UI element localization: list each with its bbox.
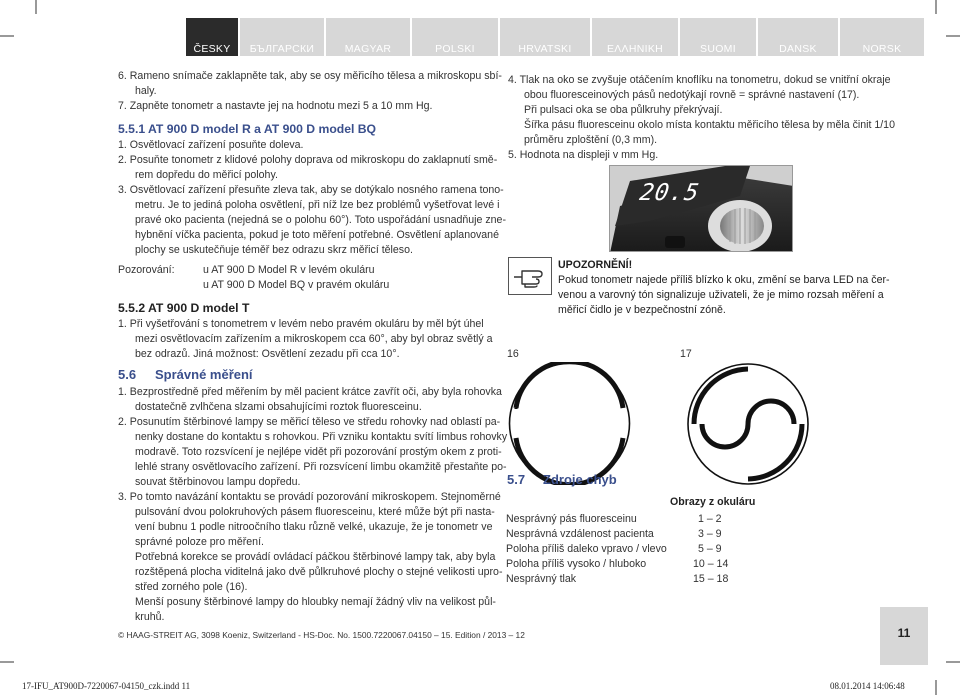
observation-label: Pozorování:: [118, 264, 175, 276]
list-item: 1. Osvětlovací zařízení posuňte doleva.: [118, 139, 304, 151]
table-row-value: 3 – 9: [698, 528, 722, 540]
pointing-hand-icon: [508, 257, 552, 295]
copyright: © HAAG-STREIT AG, 3098 Koeniz, Switzerland - HS-Doc. No. 1500.7220067.04150 – 15. Edition / 2013 – 12: [118, 630, 525, 640]
list-item-cont: Menší posuny štěrbinové lampy do hloubky nemají žádný vliv na velikost půl-: [135, 596, 496, 608]
list-item-cont: souvat štěrbinovou lampu dopředu.: [135, 476, 301, 488]
indd-filename: 17-IFU_AT900D-7220067-04150_czk.indd 11: [22, 681, 191, 691]
tab-norsk[interactable]: NORSK: [840, 18, 924, 56]
observation-bq: u AT 900 D Model BQ v pravém okuláru: [203, 279, 390, 291]
step-4: 4. Tlak na oko se zvyšuje otáčením knoflíku na tonometru, dokud se vnitřní okraje: [508, 74, 891, 86]
list-item: 1. Bezprostředně před měřením by měl pacient krátce zavřít oči, aby byla rohovka: [118, 386, 502, 398]
table-row-label: Nesprávná vzdálenost pacienta: [506, 528, 654, 540]
table-row-label: Poloha příliš daleko vpravo / vlevo: [506, 543, 667, 555]
list-item: 2. Posunutím štěrbinové lampy se měřicí těleso ve středu rohovky nad oblastí pa-: [118, 416, 501, 428]
step-4-cont: průměru zploštění (0,3 mm).: [524, 134, 658, 146]
step-6-cont: haly.: [135, 85, 157, 97]
tab-cesky[interactable]: ČESKY: [186, 18, 238, 56]
step-5: 5. Hodnota na displeji v mm Hg.: [508, 149, 659, 161]
table-row-label: Nesprávný tlak: [506, 573, 577, 585]
heading-5-6-number: 5.6: [118, 367, 137, 382]
list-item-cont: rozštěpená plocha viditelná jako dvě půlkruhové plochy o stejné velikosti upro-: [135, 566, 503, 578]
heading-5-7-number: 5.7: [507, 472, 526, 487]
table-header: Obrazy z okuláru: [670, 496, 756, 508]
heading-5-6-title: Správné měření: [155, 367, 253, 382]
warning-text: Pokud tonometr najede příliš blízko k oku, změní se barva LED na čer-: [558, 274, 890, 286]
warning-text: měřicí čidlo je v bezpečnostní zóně.: [558, 304, 726, 316]
table-row-value: 1 – 2: [698, 513, 722, 525]
list-item-cont: rem dopředu do měřicí polohy.: [135, 169, 278, 181]
list-item-cont: pulsování dvou polokruhových pásem fluoresceinu, které může být při nasta-: [135, 506, 495, 518]
list-item-cont: lehlé strany osvětlovacího zařízení. Při rozsvícení limbu okamžitě přestaňte po-: [135, 461, 507, 473]
figure-16-label: 16: [507, 348, 519, 360]
tab-dansk[interactable]: DANSK: [758, 18, 838, 56]
figure-17-label: 17: [680, 348, 692, 360]
list-item-cont: vení bubnu 1 podle nitroočního tlaku různě velké, ukazuje, že je tonometr ve: [135, 521, 493, 533]
figure-17-half-circles: [686, 362, 810, 486]
list-item-cont: bez odrazů. Jiná možnost: Osvětlení zezadu při cca 10°.: [135, 348, 400, 360]
tab-suomi[interactable]: SUOMI: [680, 18, 756, 56]
heading-5-5-2: 5.5.2 AT 900 D model T: [118, 301, 250, 315]
list-item-cont: metru. Je to jediná poloha osvětlení, při níž lze bez problémů vyšetřovat levé i: [135, 199, 500, 211]
tab-polski[interactable]: POLSKI: [412, 18, 498, 56]
step-6: 6. Rameno snímače zaklapněte tak, aby se osy měřicího tělesa a mikroskopu sbí-: [118, 70, 502, 82]
list-item: 2. Posuňte tonometr z klidové polohy doprava od mikroskopu do zaklapnutí smě-: [118, 154, 498, 166]
table-row-label: Nesprávný pás fluoresceinu: [506, 513, 637, 525]
step-4-cont: obou fluoresceinových pásů nedotýkají rovně = správné nastavení (17).: [524, 89, 860, 101]
heading-5-5-1: 5.5.1 AT 900 D model R a AT 900 D model BQ: [118, 122, 377, 136]
warning-title: UPOZORNĚNÍ!: [558, 259, 633, 271]
display-value: 20.5: [637, 180, 702, 206]
list-item-cont: plochy se uskutečňuje téměř bez odrazu skrz měřicí těleso.: [135, 244, 413, 256]
list-item-cont: dostatečně zvlhčena slzami obsahujícími roztok fluoresceinu.: [135, 401, 422, 413]
table-row-label: Poloha příliš vysoko / hluboko: [506, 558, 647, 570]
observation-r: u AT 900 D Model R v levém okuláru: [203, 264, 375, 276]
warning-icon-box: [508, 257, 552, 295]
tab-bulgarian[interactable]: БЪЛГАРСКИ: [240, 18, 324, 56]
list-item-cont: mezi osvětlovacím zařízením a mikroskopem cca 60°, aby byl obraz světlý a: [135, 333, 493, 345]
step-7: 7. Zapněte tonometr a nastavte jej na hodnotu mezi 5 a 10 mm Hg.: [118, 100, 433, 112]
list-item: 1. Při vyšetřování s tonometrem v levém nebo pravém okuláru by měl být úhel: [118, 318, 484, 330]
table-row-value: 15 – 18: [693, 573, 729, 585]
tab-hrvatski[interactable]: HRVATSKI: [500, 18, 590, 56]
step-4-cont: Šířka pásu fluoresceinu okolo místa kontaktu měřicího tělesa by měla činit 1/10: [524, 119, 895, 131]
tonometer-photo: [609, 165, 793, 252]
list-item-cont: kruhů.: [135, 611, 165, 623]
table-row-value: 10 – 14: [693, 558, 729, 570]
step-4-cont: Při pulsaci oka se oba půlkruhy překrývají.: [524, 104, 723, 116]
tab-magyar[interactable]: MAGYAR: [326, 18, 410, 56]
list-item: 3. Osvětlovací zařízení přesuňte zleva tak, aby se dotýkalo nosného ramena tono-: [118, 184, 504, 196]
list-item-cont: modravě. Toto rozsvícení je nejlépe vidět při pozorování prostým okem z proti-: [135, 446, 502, 458]
print-timestamp: 08.01.2014 14:06:48: [830, 681, 905, 691]
list-item-cont: nenky dostane do kontaktu s rohovkou. Při vzniku kontaktu svítí limbus rohovky: [135, 431, 508, 443]
list-item-cont: Potřebná korekce se provádí ovládací páčkou štěrbinové lampy tak, aby byla: [135, 551, 496, 563]
list-item: 3. Po tomto navázání kontaktu se provádí pozorování mikroskopem. Stejnoměrné: [118, 491, 501, 503]
tonometer-drawing: [610, 166, 793, 252]
list-item-cont: hybnění víčka pacienta, pokud je toto měření potřebné. Osvětlení aplanované: [135, 229, 499, 241]
tab-greek[interactable]: ΕΛΛΗΝΙΚΗ: [592, 18, 678, 56]
list-item-cont: střed zorného pole (16).: [135, 581, 248, 593]
list-item-cont: správné poloze pro měření.: [135, 536, 264, 548]
figure-16-half-circles: [508, 362, 631, 485]
heading-5-7-title: Zdroje chyb: [543, 472, 617, 487]
page-number: 11: [897, 626, 911, 640]
list-item-cont: pravé oko pacienta (nejedná se o polohu 60°). Toto uspořádání usnadňuje zne-: [135, 214, 506, 226]
table-row-value: 5 – 9: [698, 543, 722, 555]
warning-text: venou a varovný tón signalizuje uživateli, že je mimo rozsah měření a: [558, 289, 884, 301]
